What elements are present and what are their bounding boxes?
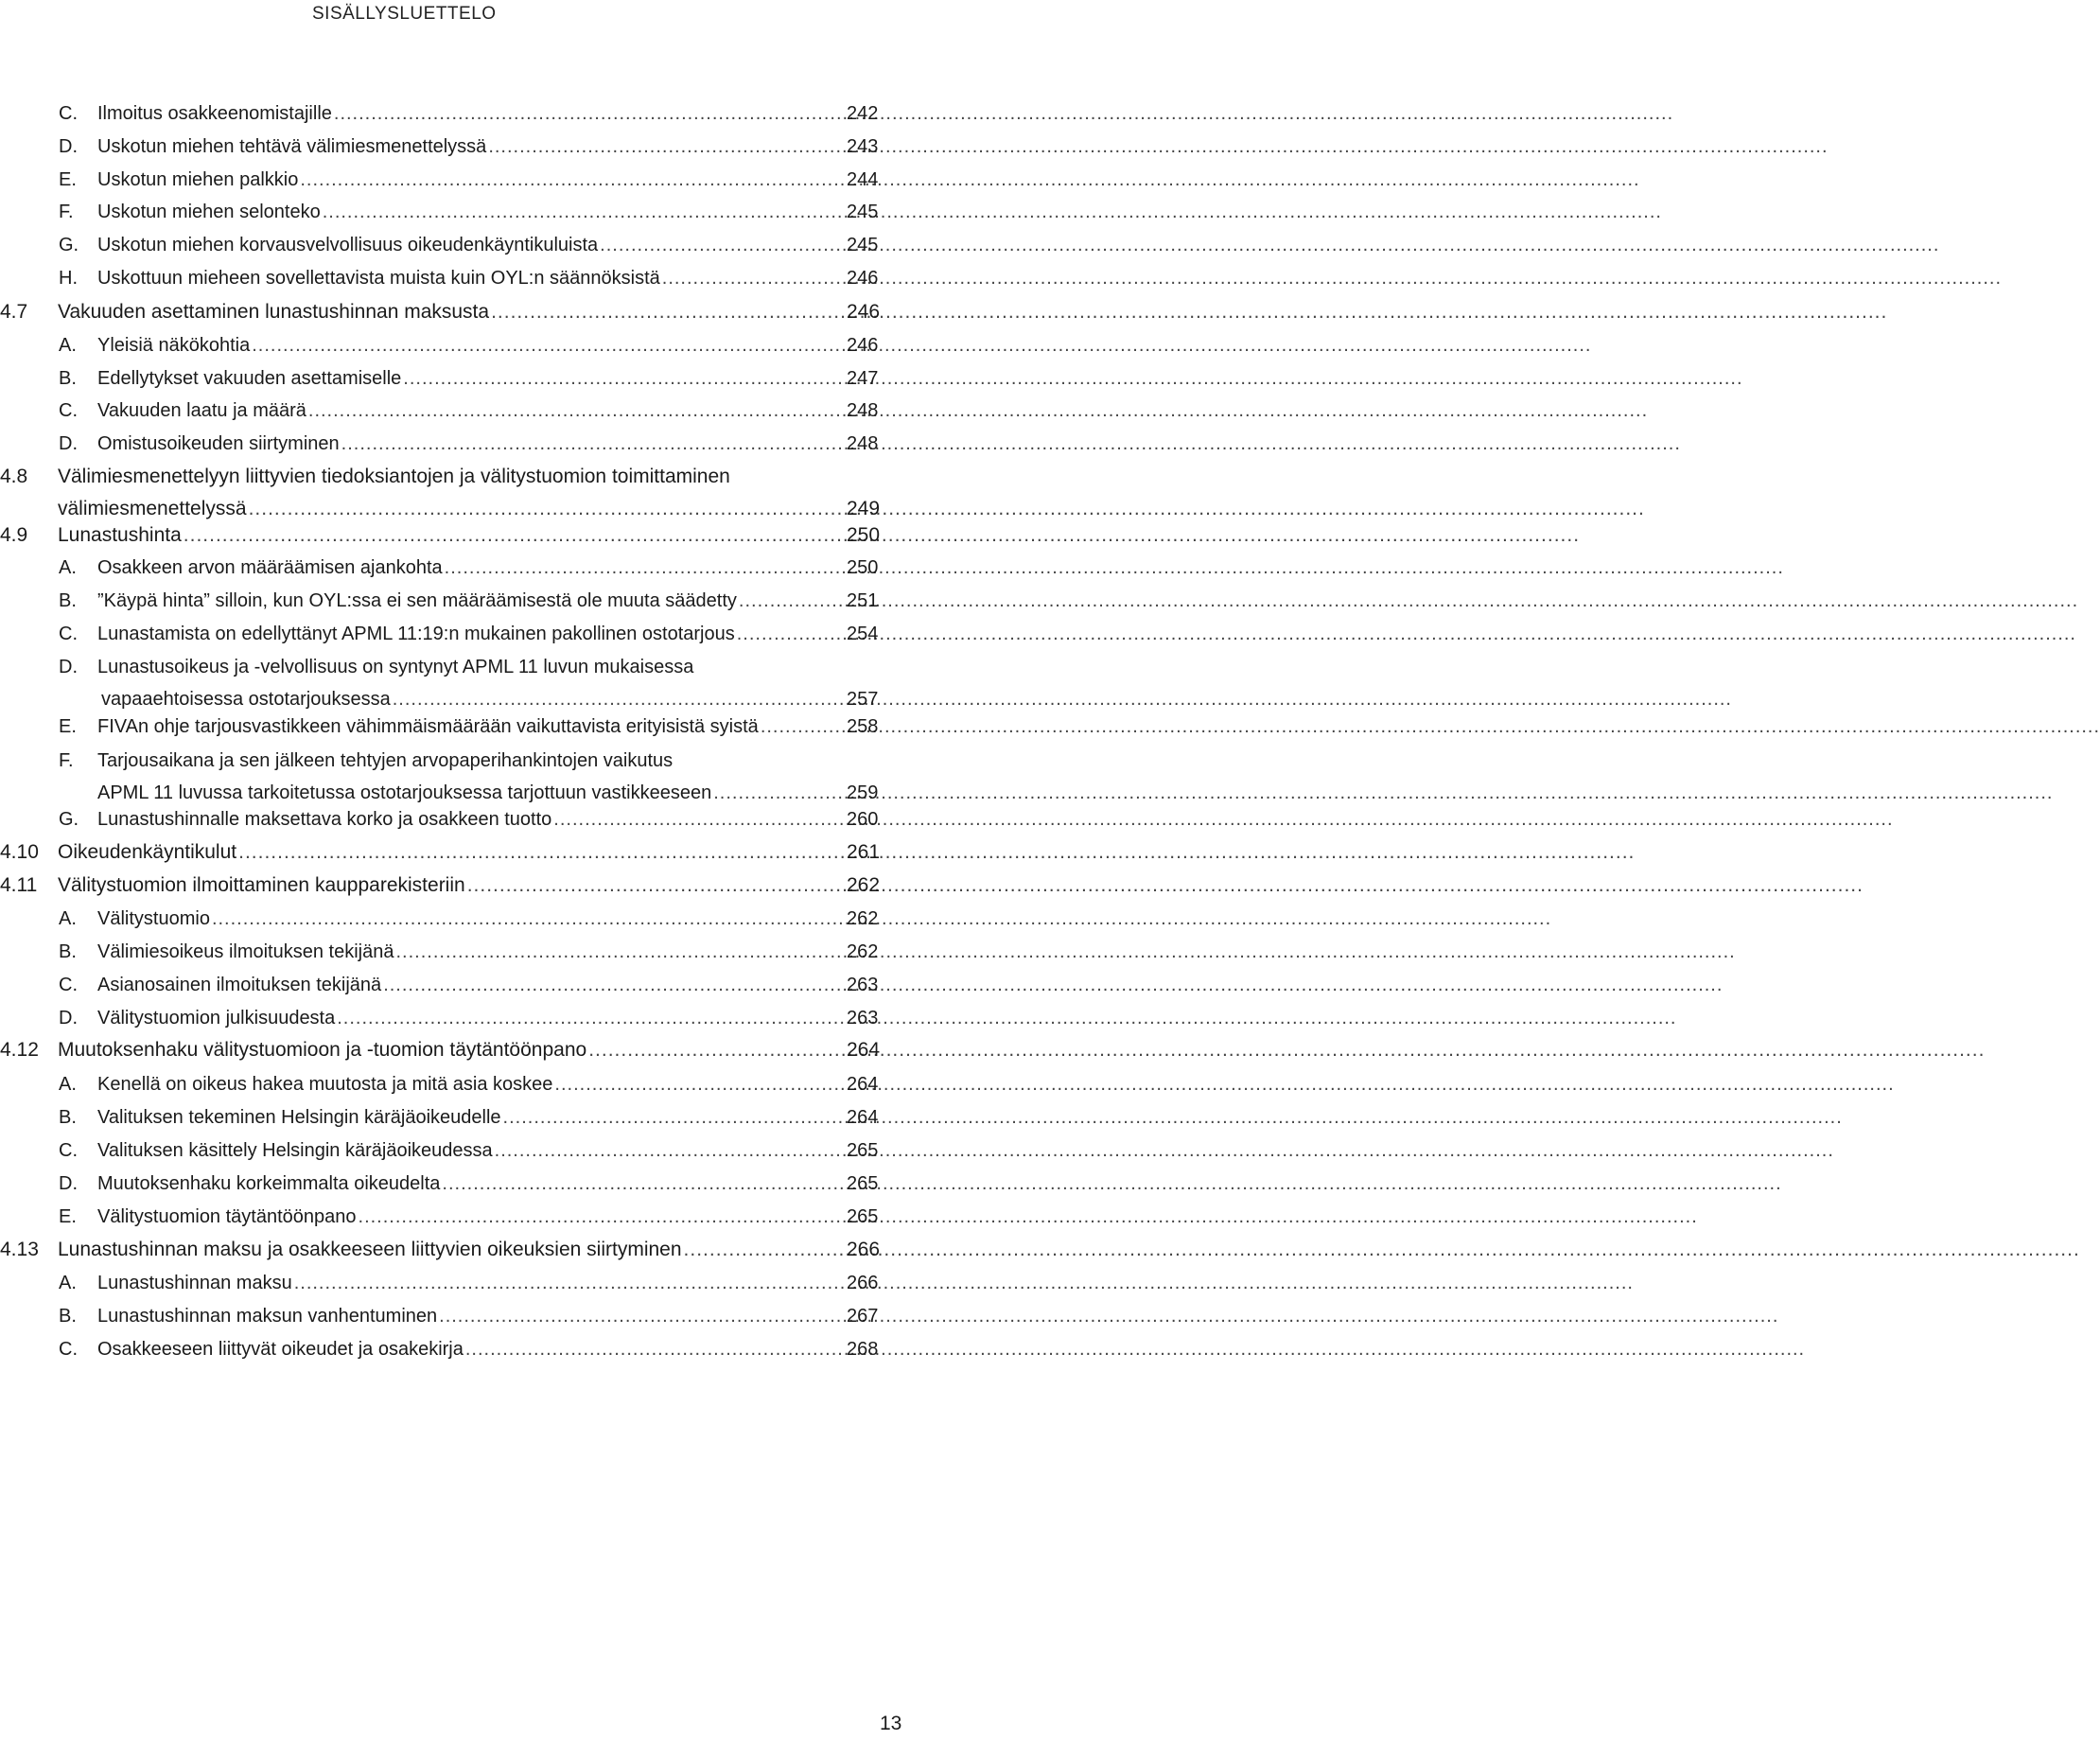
toc-entry-text (58, 874, 797, 897)
toc-entry-number: A. (59, 557, 77, 578)
toc-entry-title: Muutoksenhaku korkeimmalta oikeudelta (97, 1173, 441, 1194)
toc-entry-text (97, 1073, 797, 1096)
toc-entry-page: 258 (847, 716, 879, 737)
toc-entry-number: C. (59, 400, 78, 421)
toc-entry-page: 251 (847, 590, 879, 611)
toc-entry-title: Uskotun miehen palkkio (97, 169, 299, 190)
toc-entry-text (58, 524, 797, 547)
toc-entry-page: 248 (847, 433, 879, 454)
toc-entry-number: D. (59, 433, 78, 454)
dot-leader (341, 432, 1681, 455)
dot-leader (761, 715, 2100, 738)
toc-entry-title: Oikeudenkäyntikulut (58, 841, 237, 863)
toc-entry-text (97, 1205, 797, 1228)
toc-entry-text (58, 841, 797, 864)
toc-entry-title: Osakkeen arvon määräämisen ajankohta (97, 557, 443, 578)
toc-entry-text (97, 1272, 797, 1294)
toc-entry-text (97, 1305, 797, 1327)
toc-entry-number: E. (59, 169, 77, 190)
toc-entry-page: 264 (847, 1107, 879, 1128)
toc-entry-text (97, 1007, 797, 1029)
toc-entry-title-continued: APML 11 luvussa tarkoitetussa ostotarjouksessa tarjottuun vastikkeeseen (97, 782, 712, 803)
toc-entry-text (97, 168, 797, 191)
toc-entry-title: Lunastushinta (58, 524, 182, 546)
dot-leader (684, 1239, 2080, 1261)
toc-entry-number: C. (59, 103, 78, 124)
toc-entry-number: 4.13 (0, 1239, 39, 1260)
page-header: SISÄLLYSLUETTELO (312, 4, 497, 24)
toc-entry-title: Vakuuden laatu ja määrä (97, 400, 306, 421)
toc-entry-number: F. (59, 202, 74, 222)
toc-entry-title: Lunastushinnan maksun vanhentuminen (97, 1306, 438, 1327)
toc-entry-page: 262 (847, 941, 879, 962)
toc-entry-title: Välitystuomion ilmoittaminen kaupparekisteriin (58, 874, 465, 896)
toc-entry-text (58, 301, 797, 324)
toc-entry-page: 266 (847, 1273, 879, 1293)
dot-leader (294, 1272, 1634, 1294)
toc-entry-page: 262 (847, 908, 879, 929)
toc-entry-title: Välimiesmenettelyyn liittyvien tiedoksiantojen ja välitystuomion toimittaminen (58, 466, 730, 487)
toc-entry-number: C. (59, 1140, 78, 1161)
toc-entry-number: C. (59, 975, 78, 995)
toc-entry-number: 4.8 (0, 466, 28, 487)
toc-entry-title: Lunastusoikeus ja -velvollisuus on syntynyt APML 11 luvun mukaisessa (97, 657, 694, 677)
toc-entry-page: 243 (847, 136, 879, 157)
toc-entry-page: 264 (847, 1039, 881, 1061)
toc-entry-text (97, 808, 797, 831)
toc-entry-number: D. (59, 1008, 78, 1028)
dot-leader (588, 1039, 1985, 1062)
toc-entry-number: 4.9 (0, 524, 28, 546)
toc-entry-number: 4.11 (0, 874, 38, 896)
toc-entry-number: 4.7 (0, 301, 28, 323)
toc-entry-number: G. (59, 809, 79, 830)
toc-entry-title: Asianosainen ilmoituksen tekijänä (97, 975, 382, 995)
toc-entry-page: 247 (847, 368, 879, 389)
dot-leader (308, 399, 1648, 422)
dot-leader (184, 524, 1580, 547)
toc-entry-title: Uskotun miehen selonteko (97, 202, 321, 222)
toc-entry-page: 264 (847, 1074, 879, 1095)
toc-entry-text (97, 556, 797, 579)
dot-leader (503, 1106, 1843, 1129)
toc-entry-number: C. (59, 624, 78, 644)
page-number: 13 (880, 1713, 902, 1734)
dot-leader (554, 1073, 1894, 1096)
dot-leader (323, 201, 1662, 223)
toc-entry-page: 265 (847, 1206, 879, 1227)
toc-entry-number: A. (59, 335, 77, 356)
dot-leader (383, 974, 1723, 996)
toc-entry-title: Lunastushinnalle maksettava korko ja osakkeen tuotto (97, 809, 552, 830)
toc-entry-number: A. (59, 1273, 77, 1293)
toc-entry-page: 268 (847, 1339, 879, 1360)
toc-entry-text (97, 267, 797, 290)
toc-entry-page: 246 (847, 335, 879, 356)
toc-entry-title: Yleisiä näkökohtia (97, 335, 251, 356)
toc-entry-number: B. (59, 941, 77, 962)
toc-entry-number: B. (59, 590, 77, 611)
dot-leader (439, 1305, 1778, 1327)
dot-leader (252, 334, 1591, 357)
dot-leader (445, 556, 1784, 579)
toc-entry-number: A. (59, 1074, 77, 1095)
toc-entry-number: C. (59, 1339, 78, 1360)
toc-entry-page: 250 (847, 524, 881, 546)
toc-entry-text (97, 135, 797, 158)
toc-entry-text (97, 367, 797, 390)
toc-entry-title: Valituksen käsittely Helsingin käräjäoikeudessa (97, 1140, 493, 1161)
toc-entry-number: D. (59, 1173, 78, 1194)
dot-leader (442, 1172, 1781, 1195)
toc-entry-number: F. (59, 750, 74, 771)
dot-leader (465, 1338, 1805, 1361)
toc-entry-page: 254 (847, 624, 879, 644)
toc-entry-text (97, 1172, 797, 1195)
toc-entry-text (97, 399, 797, 422)
toc-entry-title: Välitystuomio (97, 908, 210, 929)
toc-entry-title: Välitystuomion julkisuudesta (97, 1008, 336, 1028)
toc-entry-title: Uskotun miehen tehtävä välimiesmenettelyssä (97, 136, 487, 157)
toc-entry-title: Valituksen tekeminen Helsingin käräjäoikeudelle (97, 1107, 501, 1128)
toc-entry-text (97, 334, 797, 357)
toc-entry-number: H. (59, 268, 78, 289)
toc-entry-title: Osakkeeseen liittyvät oikeudet ja osakekirja (97, 1339, 464, 1360)
toc-entry-text (97, 941, 797, 963)
toc-entry-text (97, 1139, 797, 1162)
toc-entry-number: 4.12 (0, 1039, 39, 1061)
toc-entry-page: 263 (847, 975, 879, 995)
toc-entry-title: Ilmoitus osakkeenomistajille (97, 103, 332, 124)
toc-entry-text (97, 623, 797, 645)
toc-entry-text (58, 466, 797, 520)
toc-entry-title: Kenellä on oikeus hakea muutosta ja mitä asia koskee (97, 1074, 553, 1095)
toc-entry-page: 244 (847, 169, 879, 190)
toc-entry-page: 250 (847, 557, 879, 578)
toc-entry-title: Uskottuun mieheen sovellettavista muista kuin OYL:n säännöksistä (97, 268, 660, 289)
toc-entry-number: E. (59, 716, 77, 737)
dot-leader (395, 941, 1735, 963)
toc-entry-title: Edellytykset vakuuden asettamiselle (97, 368, 402, 389)
dot-leader (600, 234, 1939, 256)
toc-entry-number: B. (59, 1306, 77, 1327)
toc-entry-title-continued: vapaaehtoisessa ostotarjouksessa (101, 689, 391, 710)
toc-entry-number: G. (59, 235, 79, 255)
toc-entry-title: Muutoksenhaku välitystuomioon ja -tuomion täytäntöönpano (58, 1039, 587, 1061)
toc-entry-text (97, 102, 797, 125)
toc-entry-title: Lunastushinnan maksu ja osakkeeseen liittyvien oikeuksien siirtyminen (58, 1239, 682, 1260)
toc-entry-page: 265 (847, 1140, 879, 1161)
toc-entry-page: 248 (847, 400, 879, 421)
toc-entry-text (97, 201, 797, 223)
toc-entry-page: 260 (847, 809, 879, 830)
toc-entry-page: 262 (847, 874, 881, 896)
dot-leader (212, 907, 1551, 930)
toc-entry-title: Uskotun miehen korvausvelvollisuus oikeudenkäyntikuluista (97, 235, 599, 255)
toc-entry-text (97, 1338, 797, 1361)
toc-entry-text (97, 715, 797, 738)
toc-entry-title: Vakuuden asettaminen lunastushinnan maksusta (58, 301, 490, 323)
toc-entry-number: D. (59, 657, 78, 677)
toc-entry-text (58, 1039, 797, 1062)
toc-entry-number: D. (59, 136, 78, 157)
toc-entry-number: B. (59, 368, 77, 389)
toc-entry-title: Lunastamista on edellyttänyt APML 11:19:n mukainen pakollinen ostotarjous (97, 624, 735, 644)
toc-entry-title: Lunastushinnan maksu (97, 1273, 292, 1293)
toc-entry-page: 245 (847, 235, 879, 255)
toc-entry-page: 245 (847, 202, 879, 222)
toc-entry-text (97, 907, 797, 930)
dot-leader (359, 1205, 1698, 1228)
toc-entry-page: 265 (847, 1173, 879, 1194)
toc-entry-title: FIVAn ohje tarjousvastikkeen vähimmäismäärään vaikuttavista erityisistä syistä (97, 716, 759, 737)
toc-entry-text (97, 749, 797, 804)
dot-leader (713, 782, 2053, 804)
toc-entry-title: Välimiesoikeus ilmoituksen tekijänä (97, 941, 394, 962)
dot-leader (553, 808, 1893, 831)
dot-leader (238, 841, 1635, 864)
toc-entry-page: 267 (847, 1306, 879, 1327)
toc-entry-title: ”Käypä hinta” silloin, kun OYL:ssa ei sen määräämisestä ole muuta säädetty (97, 590, 737, 611)
toc-entry-title: Omistusoikeuden siirtyminen (97, 433, 340, 454)
toc-entry-text (97, 974, 797, 996)
toc-entry-page: 246 (847, 301, 881, 323)
toc-entry-page: 261 (847, 841, 881, 863)
toc-entry-text (97, 1106, 797, 1129)
toc-entry-number: B. (59, 1107, 77, 1128)
toc-entry-text (97, 589, 797, 612)
toc-entry-page: 266 (847, 1239, 881, 1260)
toc-entry-page: 257 (847, 689, 879, 710)
dot-leader (467, 874, 1864, 897)
toc-entry-title: Tarjousaikana ja sen jälkeen tehtyjen arvopaperihankintojen vaikutus (97, 750, 674, 771)
dot-leader (737, 623, 2076, 645)
toc-entry-title: Välitystuomion täytäntöönpano (97, 1206, 357, 1227)
toc-entry-number: 4.10 (0, 841, 39, 863)
toc-entry-text (58, 1239, 797, 1261)
toc-entry-page: 242 (847, 103, 879, 124)
toc-entry-number: A. (59, 908, 77, 929)
toc-entry-number: E. (59, 1206, 77, 1227)
toc-entry-page: 249 (847, 498, 881, 519)
dot-leader (403, 367, 1742, 390)
toc-entry-text (97, 234, 797, 256)
dot-leader (337, 1007, 1676, 1029)
dot-leader (488, 135, 1828, 158)
dot-leader (300, 168, 1639, 191)
dot-leader (249, 498, 1645, 520)
dot-leader (393, 688, 1732, 711)
toc-entry-text (97, 656, 797, 711)
dot-leader (491, 301, 1887, 324)
toc-entry-page: 259 (847, 782, 879, 803)
dot-leader (495, 1139, 1834, 1162)
toc-entry-title-continued: välimiesmenettelyssä (58, 498, 247, 519)
dot-leader (334, 102, 1673, 125)
dot-leader (739, 589, 2078, 612)
toc-entry-text (97, 432, 797, 455)
toc-entry-page: 263 (847, 1008, 879, 1028)
toc-entry-page: 246 (847, 268, 879, 289)
